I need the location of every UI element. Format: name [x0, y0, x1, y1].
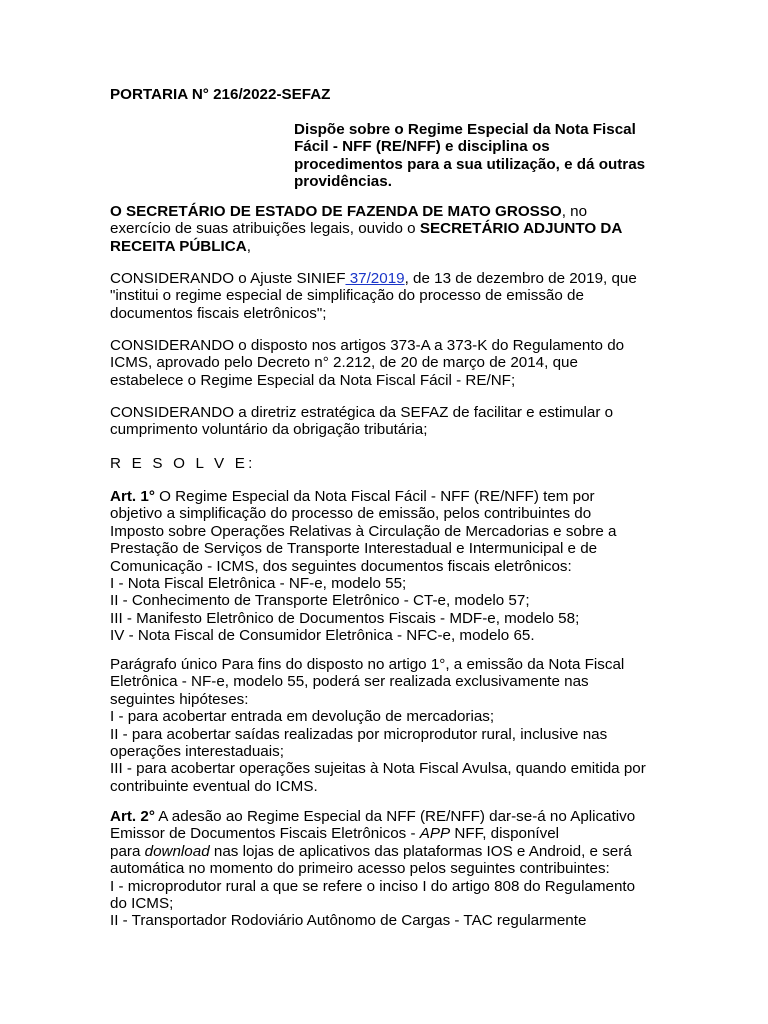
summary-line: procedimentos para a sua utilização, e dá outras [294, 155, 646, 173]
resolve-heading: R E S O L V E: [110, 455, 256, 472]
considering-2: CONSIDERANDO o disposto nos artigos 373-A a 373-K do Regulamento do ICMS, aprovado pelo Decreto n° 2.212, de 20 de março de 2014, que estabelece o Regime Especial da Nota Fiscal Fácil - RE/NF; [110, 337, 625, 389]
article-2-label: Art. 2° [110, 808, 155, 825]
article-2: Art. 2° A adesão ao Regime Especial da NFF (RE/NFF) dar-se-á no Aplicativo Emissor de Documentos Fiscais Eletrônicos - APP NFF, disponível para download nas lojas de aplicativos das plataformas IOS e Android, e será automática no momento do primeiro acesso pelos seguintes contribuintes: I - microprodutor rural a que se refere o inciso I do artigo 808 do Regulamento do ICMS; II - Transportador Rodoviário Autônomo de Cargas - TAC regularmente [110, 808, 636, 930]
article-1-label: Art. 1° [110, 488, 155, 505]
summary-line: Fácil - NFF (RE/NFF) e disciplina os [294, 138, 550, 156]
preamble: O SECRETÁRIO DE ESTADO DE FAZENDA DE MATO GROSSO, no exercício de suas atribuições legais, ouvido o SECRETÁRIO ADJUNTO DA RECEITA PÚBLICA, [110, 203, 623, 255]
secretary-title: O SECRETÁRIO DE ESTADO DE FAZENDA DE MATO GROSSO [110, 203, 562, 220]
ordinance-title: PORTARIA N° 216/2022-SEFAZ [110, 86, 331, 103]
article-1: Art. 1° O Regime Especial da Nota Fiscal Fácil - NFF (RE/NFF) tem por objetivo a simplificação do processo de emissão, pelos contribuintes do Imposto sobre Operações Relativas à Circulação de Mercadorias e sobre a Prestação de Serviços de Transporte Interestadual e Intermunicipal e de Comunicação - ICMS, dos seguintes documentos fiscais eletrônicos: I - Nota Fiscal Eletrônica - NF-e, modelo 55; II - Conhecimento de Transporte Eletrônico - CT-e, modelo 57; III - Manifesto Eletrônico de Documentos Fiscais - MDF-e, modelo 58; IV - Nota Fiscal de Consumidor Eletrônica - NFC-e, modelo 65. [110, 488, 617, 645]
sole-paragraph: Parágrafo único Para fins do disposto no artigo 1°, a emissão da Nota Fiscal Eletrônica - NF-e, modelo 55, poderá ser realizada exclusivamente nas seguintes hipóteses: I - para acobertar entrada em devolução de mercadorias; II - para acobertar saídas realizadas por microprodutor rural, inclusive nas operações interestaduais; III - para acobertar operações sujeitas à Nota Fiscal Avulsa, quando emitida por contribuinte eventual do ICMS. [110, 656, 646, 795]
ordinance-summary [294, 121, 664, 191]
summary-line: Dispõe sobre o Regime Especial da Nota Fiscal [294, 121, 636, 138]
adjunct-title: SECRETÁRIO ADJUNTO DA [419, 220, 623, 238]
ajuste-sinief-link[interactable]: 37/2019 [345, 270, 405, 287]
considering-1: CONSIDERANDO o Ajuste SINIEF 37/2019, de 13 de dezembro de 2019, que "institui o regime especial de simplificação do processo de emissão de documentos fiscais eletrônicos"; [110, 270, 637, 322]
considering-3: CONSIDERANDO a diretriz estratégica da SEFAZ de facilitar e estimular o cumprimento voluntário da obrigação tributária; [110, 404, 614, 439]
adjunct-title-cont: RECEITA PÚBLICA [110, 237, 247, 255]
summary-line: providências. [294, 173, 392, 191]
